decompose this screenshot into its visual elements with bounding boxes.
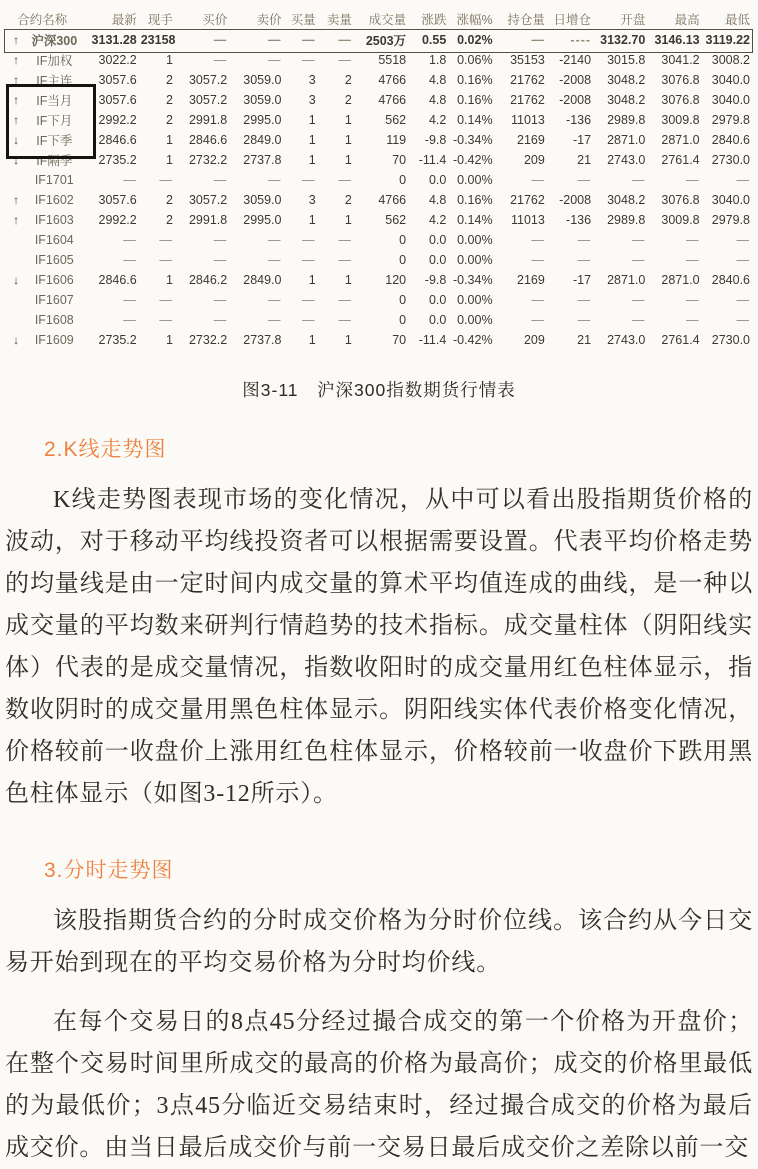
cell-bid_vol: 3 xyxy=(308,73,316,87)
cell-last: 2992.2 xyxy=(98,113,137,127)
cell-name: IF1604 xyxy=(34,233,74,247)
cell-open: — xyxy=(631,233,646,247)
arrow-placeholder xyxy=(4,170,28,190)
cell-low: 3040.0 xyxy=(711,73,750,87)
cell-lot: — xyxy=(159,253,173,267)
cell-volume: 0 xyxy=(399,253,407,267)
cell-change_pct: 0.00% xyxy=(457,233,493,247)
cell-lot: — xyxy=(159,233,173,247)
cell-name: IF下月 xyxy=(36,114,73,128)
cell-oi_change: — xyxy=(577,293,592,307)
cell-change_pct: -0.42% xyxy=(452,333,493,347)
cell-change: 0.0 xyxy=(428,173,447,187)
cell-bid: — xyxy=(213,53,228,67)
cell-ask_vol: 1 xyxy=(344,113,352,127)
table-row xyxy=(4,110,754,130)
cell-ask_vol: 1 xyxy=(344,153,352,167)
cell-lot: 2 xyxy=(165,213,173,227)
cell-high: — xyxy=(686,313,700,327)
table-row xyxy=(4,190,754,210)
cell-last: — xyxy=(123,253,137,267)
cell-change_pct: 0.00% xyxy=(457,293,493,307)
cell-open_interest: 21762 xyxy=(510,193,545,207)
col-header-ask: 卖价 xyxy=(256,13,282,27)
paragraph-kline: K线走势图表现市场的变化情况，从中可以看出股指期货价格的波动，对于移动平均线投资者可以根据需要设置。代表平均价格走势的均量线是由一定时间内成交量的算术平均值连成的曲线，是一种以成交量的平均数来研判行情趋势的技术指标。成交量柱体（阴阳线实体）代表的是成交量情况，指数收阳时的成交量用红色柱体显示，指数收阴时的成交量用黑色柱体显示。阴阳线实体代表价格变化情况，价格较前一收盘价上涨用红色柱体显示，价格较前一收盘价下跌用黑色柱体显示（如图3-12所示）。 xyxy=(5,487,753,807)
up-arrow-icon: ↑ xyxy=(13,213,20,227)
cell-volume: 120 xyxy=(385,273,407,287)
cell-ask: 3059.0 xyxy=(243,93,282,107)
col-header-open_interest: 持仓量 xyxy=(507,13,545,27)
cell-ask_vol: — xyxy=(338,313,352,327)
cell-high: 3076.8 xyxy=(661,193,700,207)
col-header-bid_vol: 买量 xyxy=(290,13,316,27)
cell-ask: 2849.0 xyxy=(243,133,282,147)
cell-open: 2989.8 xyxy=(607,213,646,227)
cell-low: — xyxy=(736,173,750,187)
cell-change: 1.8 xyxy=(428,53,447,67)
cell-bid_vol: 1 xyxy=(308,133,316,147)
cell-open: 2989.8 xyxy=(607,113,646,127)
table-row xyxy=(4,30,754,50)
table-row xyxy=(4,130,754,150)
cell-bid: 2991.8 xyxy=(188,113,228,127)
cell-low: — xyxy=(736,253,750,267)
cell-open: 2743.0 xyxy=(607,333,646,347)
cell-bid_vol: — xyxy=(302,173,316,187)
cell-low: 2730.0 xyxy=(711,333,750,347)
cell-low: 3040.0 xyxy=(711,193,750,207)
cell-bid: 3057.2 xyxy=(188,73,228,87)
cell-change_pct: 0.00% xyxy=(457,313,493,327)
cell-volume: 5518 xyxy=(378,53,407,67)
cell-volume: 0 xyxy=(399,293,407,307)
down-arrow-icon: ↓ xyxy=(13,133,20,147)
up-arrow-icon: ↑ xyxy=(13,73,20,87)
col-header-last: 最新 xyxy=(111,13,137,27)
cell-ask_vol: 2 xyxy=(344,73,352,87)
cell-last: — xyxy=(123,173,137,187)
cell-ask: — xyxy=(267,33,282,47)
cell-lot: 1 xyxy=(165,273,173,287)
col-header-oi_change: 日增仓 xyxy=(553,13,592,27)
col-header-bid: 买价 xyxy=(202,13,228,27)
cell-last: 3057.6 xyxy=(98,193,137,207)
cell-name: IF1602 xyxy=(34,193,74,207)
cell-name: IF1609 xyxy=(34,333,74,347)
cell-oi_change: — xyxy=(577,233,592,247)
cell-last: 2846.6 xyxy=(98,133,137,147)
cell-last: 2846.6 xyxy=(98,273,137,287)
cell-volume: 2503万 xyxy=(365,34,407,48)
cell-oi_change: -17 xyxy=(572,133,592,147)
cell-open_interest: 35153 xyxy=(510,53,545,67)
cell-open: 3132.70 xyxy=(600,33,646,47)
cell-volume: 4766 xyxy=(378,93,407,107)
cell-open_interest: — xyxy=(531,173,545,187)
cell-name: IF1607 xyxy=(34,293,74,307)
col-header-change: 涨跌 xyxy=(421,13,447,27)
cell-open: 3048.2 xyxy=(607,193,646,207)
cell-high: 3146.13 xyxy=(654,33,700,47)
cell-high: 3009.8 xyxy=(661,113,700,127)
cell-change: -11.4 xyxy=(418,153,447,167)
cell-oi_change: -136 xyxy=(566,113,592,127)
cell-open_interest: 21762 xyxy=(510,93,545,107)
cell-bid_vol: — xyxy=(302,253,316,267)
cell-high: — xyxy=(686,253,700,267)
cell-change: 4.2 xyxy=(428,113,447,127)
cell-bid: 2732.2 xyxy=(188,333,228,347)
cell-open_interest: — xyxy=(531,293,545,307)
cell-lot: 1 xyxy=(165,53,173,67)
cell-high: 2871.0 xyxy=(661,273,700,287)
cell-volume: 70 xyxy=(392,333,407,347)
cell-last: 3022.2 xyxy=(98,53,137,67)
cell-ask_vol: 1 xyxy=(344,213,352,227)
cell-lot: 2 xyxy=(165,93,173,107)
cell-lot: 1 xyxy=(165,133,173,147)
down-arrow-icon: ↓ xyxy=(13,273,20,287)
cell-volume: 562 xyxy=(385,113,407,127)
cell-ask_vol: — xyxy=(338,173,352,187)
cell-last: 3131.28 xyxy=(91,33,137,47)
cell-ask: 2737.8 xyxy=(243,153,282,167)
cell-change: 0.0 xyxy=(428,233,447,247)
arrow-placeholder xyxy=(4,290,28,310)
cell-ask_vol: 1 xyxy=(344,273,352,287)
cell-name: IF下季 xyxy=(36,134,73,148)
cell-ask: — xyxy=(267,53,282,67)
cell-lot: 23158 xyxy=(140,33,176,47)
cell-name: 沪深300 xyxy=(31,34,78,48)
cell-change_pct: 0.06% xyxy=(457,53,493,67)
table-row xyxy=(4,310,754,330)
cell-lot: — xyxy=(159,293,173,307)
down-arrow-icon: ↓ xyxy=(13,333,20,347)
cell-last: — xyxy=(123,233,137,247)
section-heading-fenshi: 3.分时走势图 xyxy=(44,859,174,882)
cell-last: 3057.6 xyxy=(98,73,137,87)
cell-name: IF1605 xyxy=(34,253,74,267)
cell-lot: 1 xyxy=(165,333,173,347)
cell-change: 4.8 xyxy=(428,93,447,107)
table-row xyxy=(4,150,754,170)
cell-open_interest: 21762 xyxy=(510,73,545,87)
book-page xyxy=(0,8,758,1166)
cell-open_interest: 2169 xyxy=(517,133,545,147)
cell-change_pct: 0.14% xyxy=(457,113,493,127)
cell-bid: 3057.2 xyxy=(188,193,228,207)
cell-open_interest: — xyxy=(531,253,545,267)
down-arrow-icon: ↓ xyxy=(13,153,20,167)
up-arrow-icon: ↑ xyxy=(13,193,20,207)
table-row xyxy=(4,210,754,230)
cell-ask: — xyxy=(267,253,282,267)
cell-change: 0.55 xyxy=(421,33,447,47)
cell-high: 2871.0 xyxy=(661,133,700,147)
cell-ask: 3059.0 xyxy=(243,73,282,87)
quote-table xyxy=(4,8,754,350)
cell-oi_change: ---- xyxy=(570,33,592,47)
cell-name: IF1606 xyxy=(34,273,74,287)
cell-bid: — xyxy=(213,293,228,307)
cell-lot: — xyxy=(159,313,173,327)
cell-name: IF加权 xyxy=(36,54,73,68)
cell-last: — xyxy=(123,313,137,327)
table-row xyxy=(4,330,754,350)
cell-change_pct: 0.16% xyxy=(457,93,493,107)
cell-low: 3119.22 xyxy=(705,33,750,47)
cell-bid_vol: 1 xyxy=(308,333,316,347)
cell-lot: 2 xyxy=(165,193,173,207)
cell-ask: — xyxy=(267,173,282,187)
cell-change: 0.0 xyxy=(428,293,447,307)
cell-last: 3057.6 xyxy=(98,93,137,107)
cell-volume: 4766 xyxy=(378,193,407,207)
futures-quote-table xyxy=(4,8,754,350)
cell-open_interest: 209 xyxy=(523,333,545,347)
col-header-change_pct: 涨幅% xyxy=(456,13,493,27)
table-row xyxy=(4,270,754,290)
cell-change_pct: 0.14% xyxy=(457,213,493,227)
cell-low: — xyxy=(736,313,750,327)
table-row xyxy=(4,170,754,190)
cell-open_interest: 209 xyxy=(523,153,545,167)
col-header-open: 开盘 xyxy=(620,13,646,27)
cell-low: 2979.8 xyxy=(711,113,750,127)
col-header-ask_vol: 卖量 xyxy=(326,13,352,27)
cell-change: 0.0 xyxy=(428,313,447,327)
up-arrow-icon: ↑ xyxy=(13,113,20,127)
arrow-placeholder xyxy=(4,310,28,330)
cell-low: 2840.6 xyxy=(711,273,750,287)
cell-volume: 0 xyxy=(399,313,407,327)
up-arrow-icon: ↑ xyxy=(13,53,20,67)
cell-open: 2871.0 xyxy=(607,273,646,287)
cell-bid_vol: 1 xyxy=(308,113,316,127)
arrow-placeholder xyxy=(4,250,28,270)
cell-open: — xyxy=(631,253,646,267)
cell-open: 3048.2 xyxy=(607,93,646,107)
section-heading-kline: 2.K线走势图 xyxy=(44,438,167,461)
cell-low: 3008.2 xyxy=(711,53,750,67)
cell-ask_vol: — xyxy=(338,293,352,307)
cell-open: 3015.8 xyxy=(607,53,646,67)
cell-bid: 2846.6 xyxy=(188,133,228,147)
cell-name: IF主连 xyxy=(36,74,73,88)
cell-name: IF1603 xyxy=(34,213,74,227)
cell-high: 3076.8 xyxy=(661,93,700,107)
cell-open: 2871.0 xyxy=(607,133,646,147)
cell-oi_change: -2008 xyxy=(559,73,592,87)
cell-oi_change: — xyxy=(577,313,592,327)
table-row xyxy=(4,90,754,110)
cell-low: 2979.8 xyxy=(711,213,750,227)
paragraph-fenshi-1: 该股指期货合约的分时成交价格为分时价位线。该合约从今日交易开始到现在的平均交易价格为分时均价线。 xyxy=(5,908,753,976)
cell-bid: 2732.2 xyxy=(188,153,228,167)
cell-change: 4.2 xyxy=(428,213,447,227)
cell-change_pct: 0.02% xyxy=(457,33,493,47)
table-row xyxy=(4,50,754,70)
cell-oi_change: -17 xyxy=(572,273,592,287)
cell-oi_change: 21 xyxy=(577,153,592,167)
cell-ask_vol: 1 xyxy=(344,333,352,347)
cell-change: 0.0 xyxy=(428,253,447,267)
cell-change: 4.8 xyxy=(428,73,447,87)
cell-ask_vol: 2 xyxy=(344,193,352,207)
cell-volume: 70 xyxy=(392,153,407,167)
cell-open: 2743.0 xyxy=(607,153,646,167)
cell-name: IF隔季 xyxy=(36,154,73,168)
cell-open_interest: 2169 xyxy=(517,273,545,287)
cell-volume: 562 xyxy=(385,213,407,227)
cell-bid_vol: 3 xyxy=(308,193,316,207)
table-row xyxy=(4,290,754,310)
cell-open_interest: — xyxy=(531,233,545,247)
cell-bid: — xyxy=(213,233,228,247)
paragraph-fenshi-2: 在每个交易日的8点45分经过撮合成交的第一个价格为开盘价；在整个交易时间里所成交的最高的价格为最高价；成交的价格里最低的为最低价；3点45分临近交易结束时，经过撮合成交的价格为最后成交价。由当日最后成交价与前一交易日最后成交价之差除以前一交 xyxy=(5,1009,753,1161)
cell-name: IF1701 xyxy=(34,173,74,187)
cell-change_pct: 0.00% xyxy=(457,173,493,187)
cell-high: 2761.4 xyxy=(661,153,700,167)
cell-ask_vol: — xyxy=(338,53,352,67)
cell-bid_vol: — xyxy=(302,233,316,247)
cell-change_pct: 0.16% xyxy=(457,73,493,87)
cell-bid_vol: — xyxy=(302,293,316,307)
cell-open_interest: — xyxy=(531,33,545,47)
up-arrow-icon: ↑ xyxy=(13,33,20,47)
cell-bid: — xyxy=(213,173,228,187)
cell-bid_vol: 1 xyxy=(308,273,316,287)
cell-low: 2840.6 xyxy=(711,133,750,147)
cell-ask: — xyxy=(267,233,282,247)
cell-change_pct: 0.16% xyxy=(457,193,493,207)
cell-open: 3048.2 xyxy=(607,73,646,87)
table-row xyxy=(4,230,754,250)
cell-ask: — xyxy=(267,293,282,307)
cell-oi_change: -2140 xyxy=(559,53,592,67)
cell-ask_vol: — xyxy=(338,253,352,267)
cell-change: -11.4 xyxy=(418,333,447,347)
col-header-name: 合约名称 xyxy=(17,13,68,27)
arrow-placeholder xyxy=(4,230,28,250)
col-header-low: 最低 xyxy=(724,13,750,27)
cell-change: -9.8 xyxy=(424,273,447,287)
cell-bid: 2991.8 xyxy=(188,213,228,227)
cell-bid_vol: — xyxy=(302,33,316,47)
cell-change_pct: 0.00% xyxy=(457,253,493,267)
cell-oi_change: -136 xyxy=(566,213,592,227)
cell-ask: 3059.0 xyxy=(243,193,282,207)
cell-lot: — xyxy=(159,173,173,187)
cell-low: — xyxy=(736,293,750,307)
cell-open: — xyxy=(631,293,646,307)
table-row xyxy=(4,250,754,270)
cell-high: 2761.4 xyxy=(661,333,700,347)
cell-ask: 2995.0 xyxy=(243,213,282,227)
cell-high: — xyxy=(686,173,700,187)
cell-open: — xyxy=(631,313,646,327)
col-header-high: 最高 xyxy=(674,13,700,27)
cell-oi_change: — xyxy=(577,253,592,267)
cell-high: — xyxy=(686,293,700,307)
cell-change: -9.8 xyxy=(424,133,447,147)
cell-ask: 2737.8 xyxy=(243,333,282,347)
cell-change_pct: -0.34% xyxy=(452,133,493,147)
cell-bid_vol: — xyxy=(302,53,316,67)
cell-ask: 2849.0 xyxy=(243,273,282,287)
cell-change_pct: -0.34% xyxy=(452,273,493,287)
cell-ask_vol: 1 xyxy=(344,133,352,147)
cell-oi_change: -2008 xyxy=(559,193,592,207)
cell-open: — xyxy=(631,173,646,187)
cell-oi_change: 21 xyxy=(577,333,592,347)
cell-bid: — xyxy=(213,253,228,267)
cell-last: 2992.2 xyxy=(98,213,137,227)
cell-last: 2735.2 xyxy=(98,333,137,347)
cell-bid: — xyxy=(213,313,228,327)
cell-lot: 2 xyxy=(165,73,173,87)
cell-low: 2730.0 xyxy=(711,153,750,167)
cell-bid: — xyxy=(213,33,228,47)
cell-last: 2735.2 xyxy=(98,153,137,167)
cell-volume: 4766 xyxy=(378,73,407,87)
cell-ask_vol: — xyxy=(338,233,352,247)
cell-open_interest: 11013 xyxy=(510,113,545,127)
cell-open_interest: 11013 xyxy=(510,213,545,227)
col-header-lot: 现手 xyxy=(147,13,173,27)
cell-last: — xyxy=(123,293,137,307)
cell-high: 3009.8 xyxy=(661,213,700,227)
cell-name: IF1608 xyxy=(34,313,74,327)
cell-lot: 2 xyxy=(165,113,173,127)
cell-bid: 3057.2 xyxy=(188,93,228,107)
cell-bid_vol: 1 xyxy=(308,153,316,167)
cell-high: 3041.2 xyxy=(661,53,700,67)
cell-change_pct: -0.42% xyxy=(452,153,493,167)
cell-oi_change: -2008 xyxy=(559,93,592,107)
cell-high: 3076.8 xyxy=(661,73,700,87)
cell-ask: 2995.0 xyxy=(243,113,282,127)
cell-bid_vol: 1 xyxy=(308,213,316,227)
up-arrow-icon: ↑ xyxy=(13,93,20,107)
cell-bid_vol: 3 xyxy=(308,93,316,107)
table-row xyxy=(4,70,754,90)
cell-volume: 0 xyxy=(399,173,407,187)
cell-bid: 2846.2 xyxy=(188,273,228,287)
quote-table-header xyxy=(4,8,754,30)
cell-ask: — xyxy=(267,313,282,327)
cell-volume: 119 xyxy=(386,133,407,147)
cell-ask_vol: — xyxy=(338,33,352,47)
cell-lot: 1 xyxy=(165,153,173,167)
cell-oi_change: — xyxy=(577,173,592,187)
figure-caption: 图3-11 沪深300指数期货行情表 xyxy=(242,380,516,400)
cell-low: 3040.0 xyxy=(711,93,750,107)
cell-high: — xyxy=(686,233,700,247)
cell-change: 4.8 xyxy=(428,193,447,207)
cell-low: — xyxy=(736,233,750,247)
cell-bid_vol: — xyxy=(302,313,316,327)
cell-volume: 0 xyxy=(399,233,407,247)
cell-name: IF当月 xyxy=(36,94,73,108)
col-header-volume: 成交量 xyxy=(368,13,407,27)
cell-open_interest: — xyxy=(531,313,545,327)
cell-ask_vol: 2 xyxy=(344,93,352,107)
